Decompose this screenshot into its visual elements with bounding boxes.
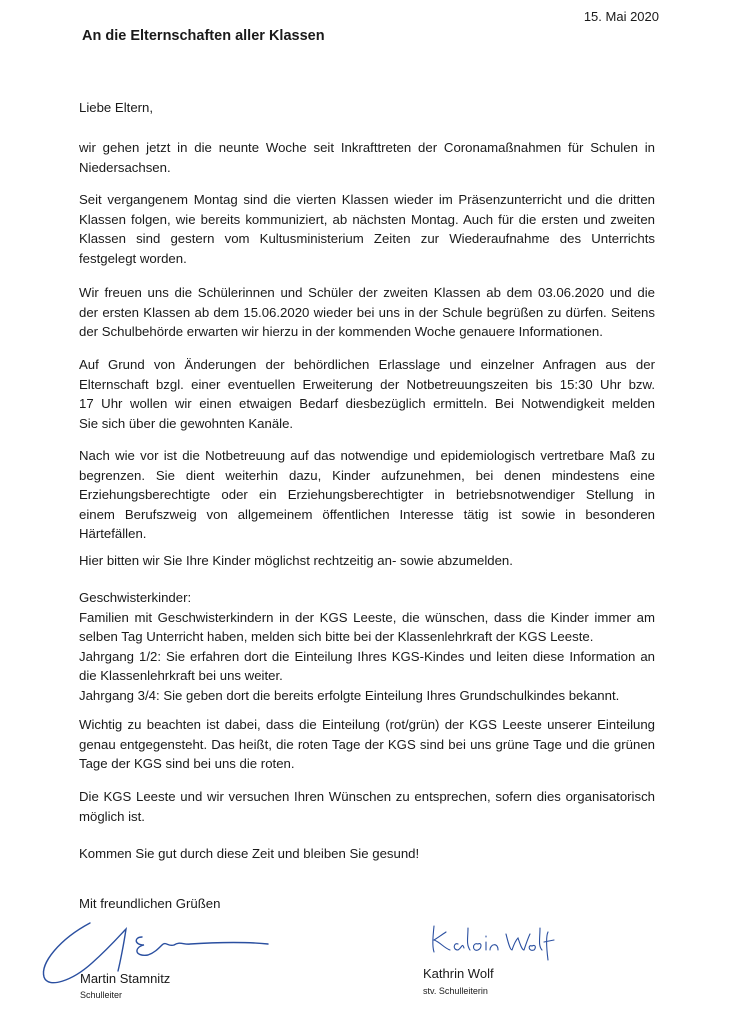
body-paragraph xyxy=(79,844,655,864)
letter-date: 15. Mai 2020 xyxy=(583,9,659,24)
paragraph-line: festgelegt worden. xyxy=(79,250,187,266)
paragraph-line: einem Berufszweig von allgemeinem öffentlichen Interesse tätig ist sowie in besonderen xyxy=(79,506,655,522)
paragraph-line: wir gehen jetzt in die neunte Woche seit Inkrafttreten der Coronamaßnahmen für Schulen in xyxy=(79,140,655,155)
paragraph-line: Elternschaft bzgl. einer eventuellen Erweiterung der Notbetreuungszeiten bis 15:30 Uhr bzw. xyxy=(79,376,655,392)
body-paragraph xyxy=(79,715,655,774)
salutation xyxy=(79,98,655,118)
paragraph-line: 17 Uhr wollen wir einen etwaigen Bedarf diesbezüglich ermitteln. Bei Notwendigkeit melden xyxy=(79,396,655,411)
paragraph-line: Sie sich über die gewohnten Kanäle. xyxy=(79,415,294,431)
body-paragraph xyxy=(79,355,655,433)
paragraph-line: die Klassenlehrkraft bei uns weiter. xyxy=(79,668,283,683)
paragraph-line: Kommen Sie gut durch diese Zeit und bleiben Sie gesund! xyxy=(79,846,420,861)
paragraph-line: möglich ist. xyxy=(79,808,145,824)
paragraph-line: selben Tag Unterricht haben, melden sich bitte bei der Klassenlehrkraft der KGS Leeste. xyxy=(79,629,594,644)
paragraph-line: Niedersachsen. xyxy=(79,159,171,175)
signatory-role: stv. Schulleiterin xyxy=(423,986,488,996)
signatory-name: Kathrin Wolf xyxy=(423,966,494,981)
body-paragraph xyxy=(79,446,655,544)
paragraph-line: begrenzen. Sie dient weiterhin dazu, Kinder aufzunehmen, bei denen mindestens eine xyxy=(79,467,655,483)
paragraph-line: genau entgegensteht. Das heißt, die roten Tage der KGS sind bei uns grüne Tage und die grünen xyxy=(79,736,655,752)
paragraph-line: Auf Grund von Änderungen der behördlichen Erlasslage und einzelner Anfragen aus der xyxy=(79,357,655,372)
body-paragraph xyxy=(79,190,655,268)
paragraph-line: Die KGS Leeste und wir versuchen Ihren Wünschen zu entsprechen, sofern dies organisatorisch xyxy=(79,789,655,804)
signature-wolf xyxy=(428,922,558,964)
paragraph-line: Jahrgang 1/2: Sie erfahren dort die Einteilung Ihres KGS-Kindes und leiten diese Information an xyxy=(79,648,655,664)
signatory-role: Schulleiter xyxy=(80,990,123,1000)
body-paragraph xyxy=(79,787,655,826)
paragraph-line: Seit vergangenem Montag sind die vierten Klassen wieder im Präsenzunterricht und die dritten xyxy=(79,192,655,207)
closing-line: Mit freundlichen Grüßen xyxy=(79,896,221,911)
paragraph-line: Erziehungsberechtigte oder ein Erziehungsberechtigter in betriebsnotwendiger Stellung in xyxy=(79,487,655,502)
paragraph-line: Jahrgang 3/4: Sie geben dort die bereits erfolgte Einteilung Ihres Grundschulkindes bekannt. xyxy=(79,687,620,703)
paragraph-line: Familien mit Geschwisterkindern in der KGS Leeste, die wünschen, dass die Kinder immer am xyxy=(79,609,655,625)
paragraph-line: Wichtig zu beachten ist dabei, dass die Einteilung (rot/grün) der KGS Leeste unserer Einteilung xyxy=(79,717,655,732)
paragraph-line: Wir freuen uns die Schülerinnen und Schüler der zweiten Klassen ab dem 03.06.2020 und die xyxy=(79,285,655,300)
salutation-line: Liebe Eltern, xyxy=(79,100,154,115)
body-paragraph xyxy=(79,588,655,705)
paragraph-line: Nach wie vor ist die Notbetreuung auf das notwendige und epidemiologisch vertretbare Maß zu xyxy=(79,448,655,463)
paragraph-line: Klassen sind gestern vom Kultusministerium Zeiten zur Wiederaufnahme des Unterrichts xyxy=(79,231,655,246)
paragraph-line: der Schulbehörde erwarten wir hierzu in der kommenden Woche genauere Informationen. xyxy=(79,324,603,339)
body-paragraph xyxy=(79,138,655,177)
paragraph-line: Härtefällen. xyxy=(79,526,147,541)
body-paragraph xyxy=(79,551,655,571)
paragraph-line: der ersten Klassen ab dem 15.06.2020 wieder bei uns in der Schule begrüßen zu dürfen. Seitens xyxy=(79,304,655,320)
paragraph-line: Tage der KGS sind bei uns die roten. xyxy=(79,756,295,771)
paragraph-line: Klassen folgen, wie bereits kommuniziert, ab nächsten Montag. Auch für die ersten und zweiten xyxy=(79,211,655,227)
closing xyxy=(79,894,655,914)
body-paragraph xyxy=(79,283,655,342)
signatory-name: Martin Stamnitz xyxy=(80,971,171,986)
paragraph-line: Geschwisterkinder: xyxy=(79,590,192,605)
paragraph-line: Hier bitten wir Sie Ihre Kinder möglichst rechtzeitig an- sowie abzumelden. xyxy=(79,553,513,568)
letter-heading: An die Elternschaften aller Klassen xyxy=(82,28,325,44)
